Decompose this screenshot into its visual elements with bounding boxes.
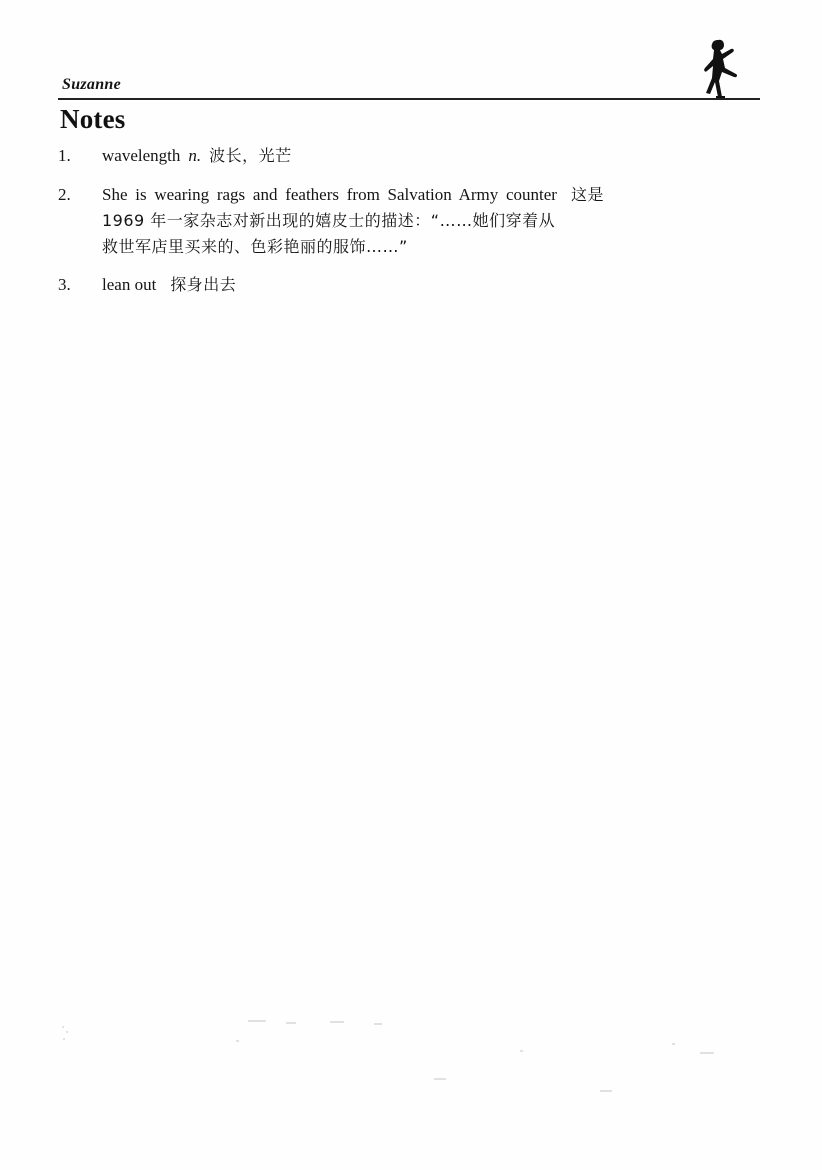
note-term: wavelength (102, 146, 181, 165)
scan-speckle (672, 1043, 675, 1045)
note-number: 1. (58, 146, 71, 165)
note-term: lean out (102, 274, 157, 294)
scan-speckle (434, 1078, 446, 1080)
note-gloss-line: 1969 年一家杂志对新出现的嬉皮士的描述：“……她们穿着从 (102, 211, 556, 231)
note-body (102, 181, 764, 260)
note-item (58, 181, 764, 260)
dancer-figure-icon (698, 38, 744, 100)
note-item (58, 142, 764, 170)
note-number: 3. (58, 274, 71, 294)
scan-speckle (700, 1052, 714, 1054)
header-rule (58, 98, 760, 100)
note-item (58, 271, 764, 299)
scan-speckle (62, 1026, 64, 1028)
note-term: She is wearing rags and feathers from Salvation Army counter (102, 184, 557, 204)
note-gloss: 探身出去 (170, 274, 237, 294)
note-body (102, 142, 764, 170)
scan-speckle (374, 1023, 382, 1025)
scan-speckle (286, 1022, 296, 1024)
scan-speckle (248, 1020, 266, 1022)
note-gloss: 波长，光芒 (209, 146, 292, 165)
scan-speckle (66, 1031, 68, 1033)
note-gloss-line: 救世军店里买来的、色彩艳丽的服饰……” (102, 236, 408, 256)
running-head: Suzanne (62, 76, 122, 93)
scan-speckle (330, 1021, 344, 1023)
page-title: Notes (60, 104, 126, 134)
note-gloss: 这是 (570, 184, 604, 204)
note-pos: n. (188, 146, 202, 165)
scan-speckle (236, 1040, 239, 1042)
scan-speckle (63, 1038, 65, 1040)
note-body (102, 271, 764, 299)
scan-speckle (520, 1050, 523, 1052)
notes-list (58, 142, 764, 309)
note-number: 2. (58, 184, 71, 204)
scan-speckle (600, 1090, 612, 1092)
